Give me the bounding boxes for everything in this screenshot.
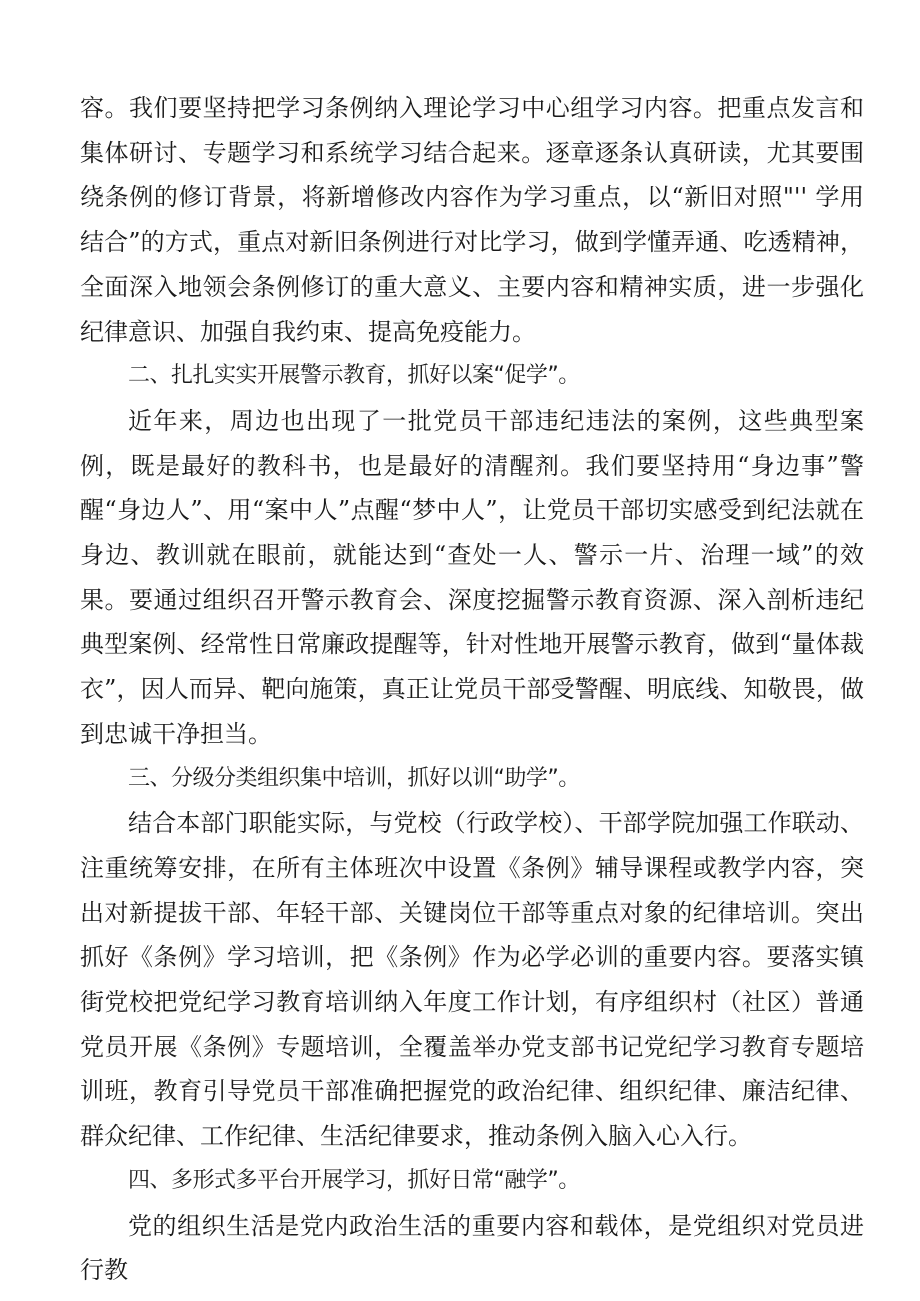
section-heading-3: 三、分级分类组织集中培训，抓好以训“助学”。 bbox=[128, 765, 580, 791]
section-heading-2: 二、扎扎实实开展警示教育，抓好以案“促学”。 bbox=[128, 363, 580, 389]
body-paragraph-organization-life: 党的组织生活是党内政治生活的重要内容和载体，是党组织对党员进行教 bbox=[80, 1211, 864, 1285]
section-heading-4: 四、多形式多平台开展学习，抓好日常“融学”。 bbox=[128, 1167, 580, 1193]
body-paragraph-warning-education: 近年来，周边也出现了一批党员干部违纪违法的案例，这些典型案例，既是最好的教科书，也是最好的清醒剂。我们要坚持用“身边事”警醒“身边人”、用“案中人”点醒“梦中人”，让党员干部切实感受到纪法就在身边、教训就在眼前，就能达到“查处一人、警示一片、治理一域”的效果。要通过组织召开警示教育会、深度挖掘警示教育资源、深入剖析违纪典型案例、经常性日常廉政提醒等，针对性地开展警示教育，做到“量体裁衣”，因人而异、靶向施策，真正让党员干部受警醒、明底线、知敬畏，做到忠诚干净担当。 bbox=[80, 406, 864, 748]
body-paragraph-training: 结合本部门职能实际，与党校（行政学校）、干部学院加强工作联动、注重统筹安排，在所有主体班次中设置《条例》辅导课程或教学内容，突出对新提拔干部、年轻干部、关键岗位干部等重点对象的纪律培训。突出抓好《条例》学习培训，把《条例》作为必学必训的重要内容。要落实镇街党校把党纪学习教育培训纳入年度工作计划，有序组织村（社区）普通党员开展《条例》专题培训，全覆盖举办党支部书记党纪学习教育专题培训班，教育引导党员干部准确把握党的政治纪律、组织纪律、廉洁纪律、群众纪律、工作纪律、生活纪律要求，推动条例入脑入心入行。 bbox=[80, 809, 864, 1151]
body-paragraph-continued: 容。我们要坚持把学习条例纳入理论学习中心组学习内容。把重点发言和集体研讨、专题学习和系统学习结合起来。逐章逐条认真研读，尤其要围绕条例的修订背景，将新增修改内容作为学习重点，以“新旧对照"'' 学用结合”的方式，重点对新旧条例进行对比学习，做到学懂弄通、吃透精神，全面深入地领会条例修订的重大意义、主要内容和精神实质，进一步强化纪律意识、加强自我约束、提高免疫能力。 bbox=[80, 94, 864, 346]
